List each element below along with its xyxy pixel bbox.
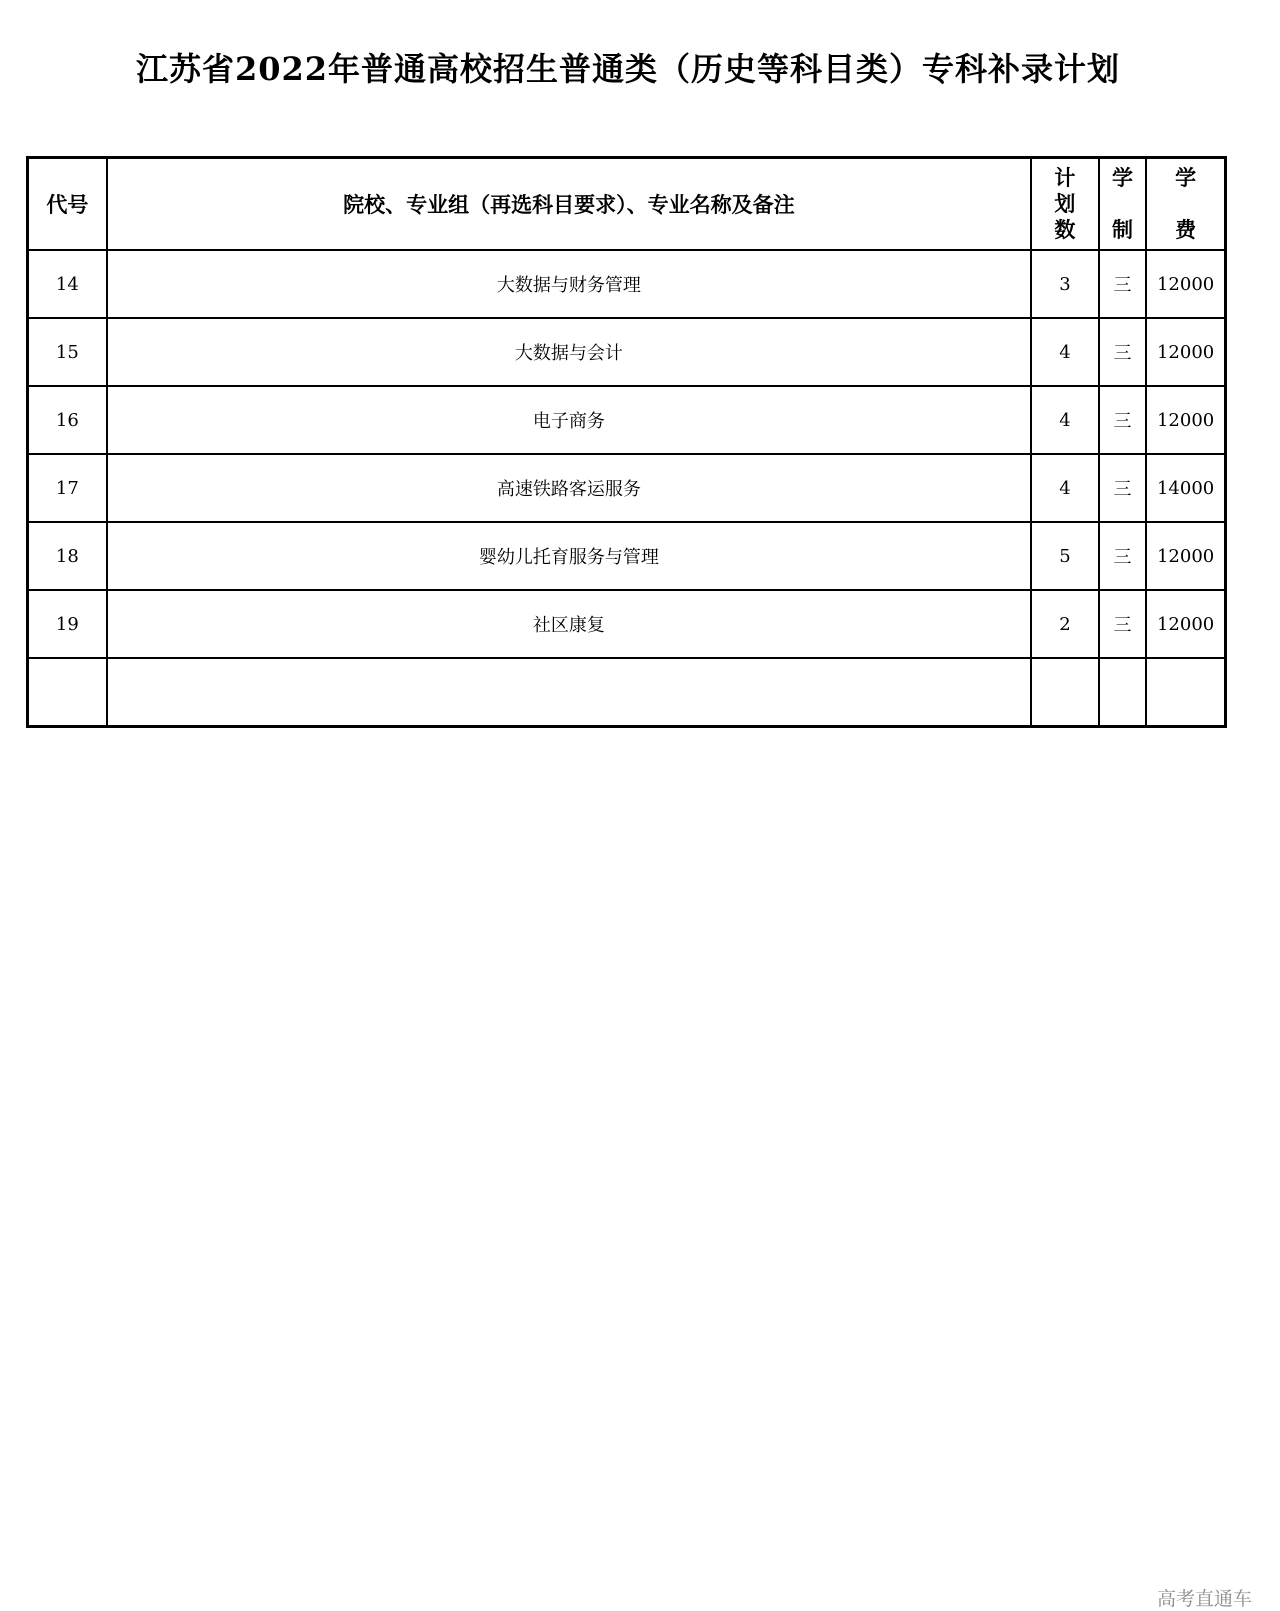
header-plan-count-char: 计 <box>1054 166 1076 190</box>
table-row-empty <box>28 658 1226 727</box>
cell-code: 19 <box>28 590 107 658</box>
cell-duration <box>1099 658 1146 727</box>
header-plan-count-char: 划 <box>1054 192 1076 216</box>
cell-name <box>107 658 1031 727</box>
table-row <box>28 590 1226 658</box>
cell-tuition: 14000 <box>1146 454 1225 522</box>
cell-code: 14 <box>28 250 107 318</box>
cell-name: 婴幼儿托育服务与管理 <box>107 522 1031 590</box>
header-tuition-char: 费 <box>1175 218 1197 242</box>
cell-tuition: 12000 <box>1146 386 1225 454</box>
header-duration-char: 制 <box>1112 218 1134 242</box>
cell-name: 大数据与财务管理 <box>107 250 1031 318</box>
cell-name: 电子商务 <box>107 386 1031 454</box>
cell-tuition <box>1146 658 1225 727</box>
cell-code: 18 <box>28 522 107 590</box>
cell-code: 15 <box>28 318 107 386</box>
cell-name: 高速铁路客运服务 <box>107 454 1031 522</box>
table-row <box>28 386 1226 454</box>
cell-duration: 三 <box>1099 454 1146 522</box>
cell-plan-count: 4 <box>1031 386 1099 454</box>
header-plan-count <box>1031 158 1099 251</box>
cell-tuition: 12000 <box>1146 590 1225 658</box>
cell-tuition: 12000 <box>1146 318 1225 386</box>
cell-plan-count: 3 <box>1031 250 1099 318</box>
table-row <box>28 522 1226 590</box>
cell-code: 16 <box>28 386 107 454</box>
header-duration-char: 学 <box>1112 166 1134 190</box>
cell-tuition: 12000 <box>1146 250 1225 318</box>
cell-plan-count: 4 <box>1031 318 1099 386</box>
cell-code <box>28 658 107 727</box>
enrollment-plan-table <box>26 156 1227 728</box>
cell-plan-count: 4 <box>1031 454 1099 522</box>
cell-name: 大数据与会计 <box>107 318 1031 386</box>
table-header-row <box>28 158 1226 251</box>
cell-duration: 三 <box>1099 318 1146 386</box>
cell-duration: 三 <box>1099 522 1146 590</box>
header-plan-count-char: 数 <box>1054 218 1076 242</box>
header-name: 院校、专业组（再选科目要求）、专业名称及备注 <box>107 158 1031 251</box>
cell-duration: 三 <box>1099 250 1146 318</box>
watermark-text: 高考直通车 <box>1156 1588 1252 1610</box>
cell-plan-count: 5 <box>1031 522 1099 590</box>
header-code: 代号 <box>28 158 107 251</box>
table-row <box>28 454 1226 522</box>
header-tuition-char: 学 <box>1175 166 1197 190</box>
header-duration <box>1099 158 1146 251</box>
table-row <box>28 318 1226 386</box>
cell-plan-count: 2 <box>1031 590 1099 658</box>
cell-name: 社区康复 <box>107 590 1031 658</box>
cell-duration: 三 <box>1099 386 1146 454</box>
page-title: 江苏省2022年普通高校招生普通类（历史等科目类）专科补录计划 <box>135 50 1121 88</box>
cell-duration: 三 <box>1099 590 1146 658</box>
cell-plan-count <box>1031 658 1099 727</box>
cell-tuition: 12000 <box>1146 522 1225 590</box>
header-tuition <box>1146 158 1225 251</box>
table-row <box>28 250 1226 318</box>
cell-code: 17 <box>28 454 107 522</box>
